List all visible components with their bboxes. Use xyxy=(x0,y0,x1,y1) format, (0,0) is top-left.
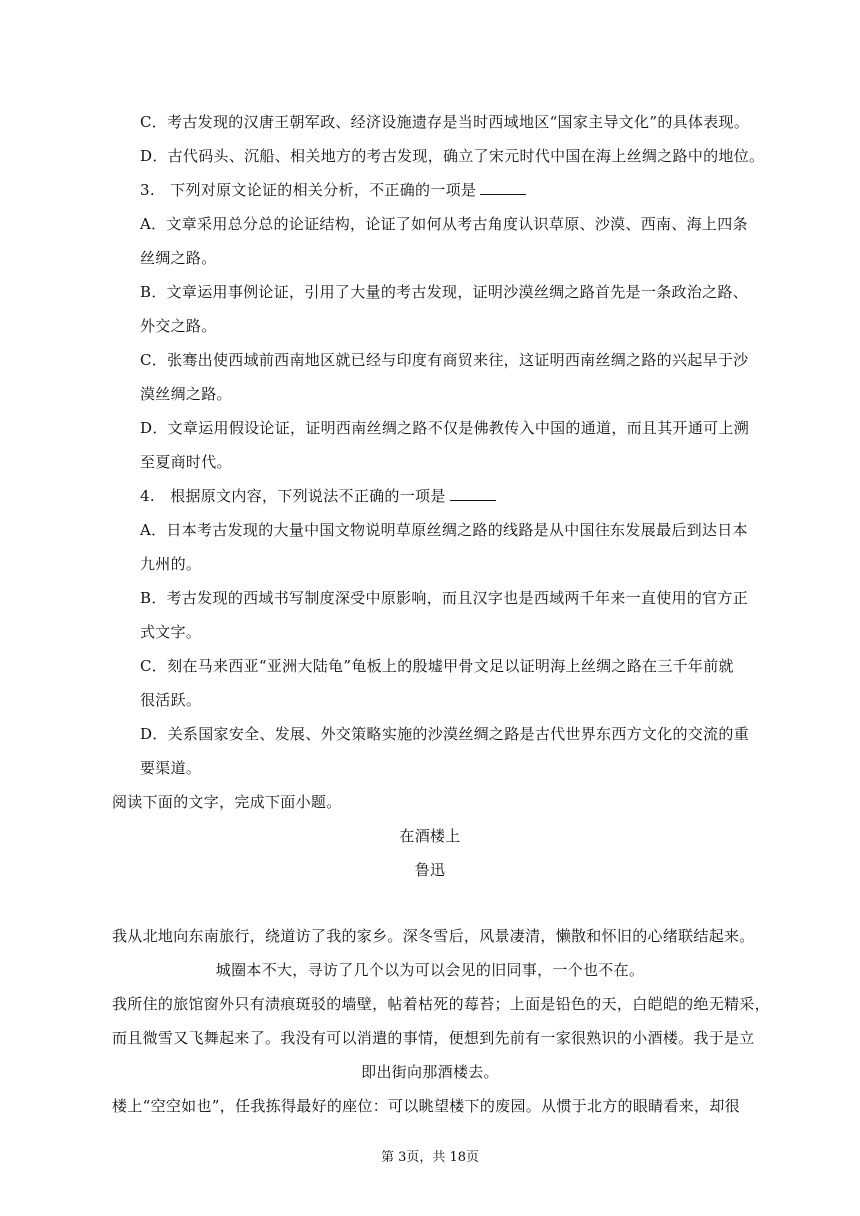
option-b-q3: B．文章运用事例论证，引用了大量的考古发现，证明沙漠丝绸之路首先是一条政治之路、 xyxy=(140,283,749,301)
option-d-q3: D．文章运用假设论证，证明西南丝绸之路不仅是佛教传入中国的通道，而且其开通可上溯 xyxy=(140,419,750,437)
option-b-q4: B．考古发现的西域书写制度深受中原影响，而且汉字也是西域两千年来一直使用的官方正 xyxy=(140,589,749,607)
paragraph-3-line-1: 我所住的旅馆窗外只有渍痕斑驳的墙壁，帖着枯死的莓苔；上面是铅色的天，白皑皑的绝无精采， xyxy=(112,995,770,1013)
paragraph-4: 楼上“空空如也”，任我拣得最好的座位：可以眺望楼下的废园。从惯于北方的眼睛看来，却很 xyxy=(112,1097,740,1115)
question-3 xyxy=(140,180,526,200)
paragraph-2: 城圈本不大，寻访了几个以为可以会见的旧同事，一个也不在。 xyxy=(215,961,645,979)
option-d-q3-cont: 至夏商时代。 xyxy=(140,453,232,471)
option-d-q2: D．古代码头、沉船、相关地方的考古发现，确立了宋元时代中国在海上丝绸之路中的地位。 xyxy=(140,147,765,165)
reading-intro: 阅读下面的文字，完成下面小题。 xyxy=(112,793,342,811)
page-number-footer: 第 3页，共 18页 xyxy=(380,1150,480,1165)
paragraph-1: 我从北地向东南旅行，绕道访了我的家乡。深冬雪后，风景凄清，懒散和怀旧的心绪联结起来。 xyxy=(112,927,755,945)
paragraph-3-line-2: 而且微雪又飞舞起来了。我没有可以消遣的事情，便想到先前有一家很熟识的小酒楼。我于是立 xyxy=(112,1029,755,1047)
option-c-q4-cont: 很活跃。 xyxy=(140,691,202,709)
question-4 xyxy=(140,486,496,506)
paragraph-3-line-3: 即出街向那酒楼去。 xyxy=(361,1063,499,1081)
option-c-q2: C．考古发现的汉唐王朝军政、经济设施遗存是当时西域地区“国家主导文化”的具体表现。 xyxy=(140,113,750,131)
option-d-q4: D．关系国家安全、发展、外交策略实施的沙漠丝绸之路是古代世界东西方文化的交流的重 xyxy=(140,725,750,743)
question-4-text: 4. 根据原文内容，下列说法不正确的一项是 xyxy=(140,487,446,505)
option-a-q3-cont: 丝绸之路。 xyxy=(140,249,217,267)
option-a-q4-cont: 九州的。 xyxy=(140,555,202,573)
option-c-q3-cont: 漠丝绸之路。 xyxy=(140,385,232,403)
option-c-q3: C．张骞出使西域前西南地区就已经与印度有商贸来往，这证明西南丝绸之路的兴起早于沙 xyxy=(140,351,749,369)
option-c-q4: C．刻在马来西亚“亚洲大陆龟”龟板上的殷墟甲骨文足以证明海上丝绸之路在三千年前就 xyxy=(140,657,734,675)
passage-title: 在酒楼上 xyxy=(399,827,461,845)
option-d-q4-cont: 要渠道。 xyxy=(140,759,202,777)
question-3-text: 3. 下列对原文论证的相关分析，不正确的一项是 xyxy=(140,181,477,199)
option-b-q3-cont: 外交之路。 xyxy=(140,317,217,335)
answer-blank xyxy=(450,486,496,501)
answer-blank xyxy=(480,180,526,195)
option-b-q4-cont: 式文字。 xyxy=(140,623,202,641)
option-a-q3: A．文章采用总分总的论证结构，论证了如何从考古角度认识草原、沙漠、西南、海上四条 xyxy=(140,215,748,233)
option-a-q4: A．日本考古发现的大量中国文物说明草原丝绸之路的线路是从中国往东发展最后到达日本 xyxy=(140,521,748,539)
passage-author: 鲁迅 xyxy=(414,861,446,879)
